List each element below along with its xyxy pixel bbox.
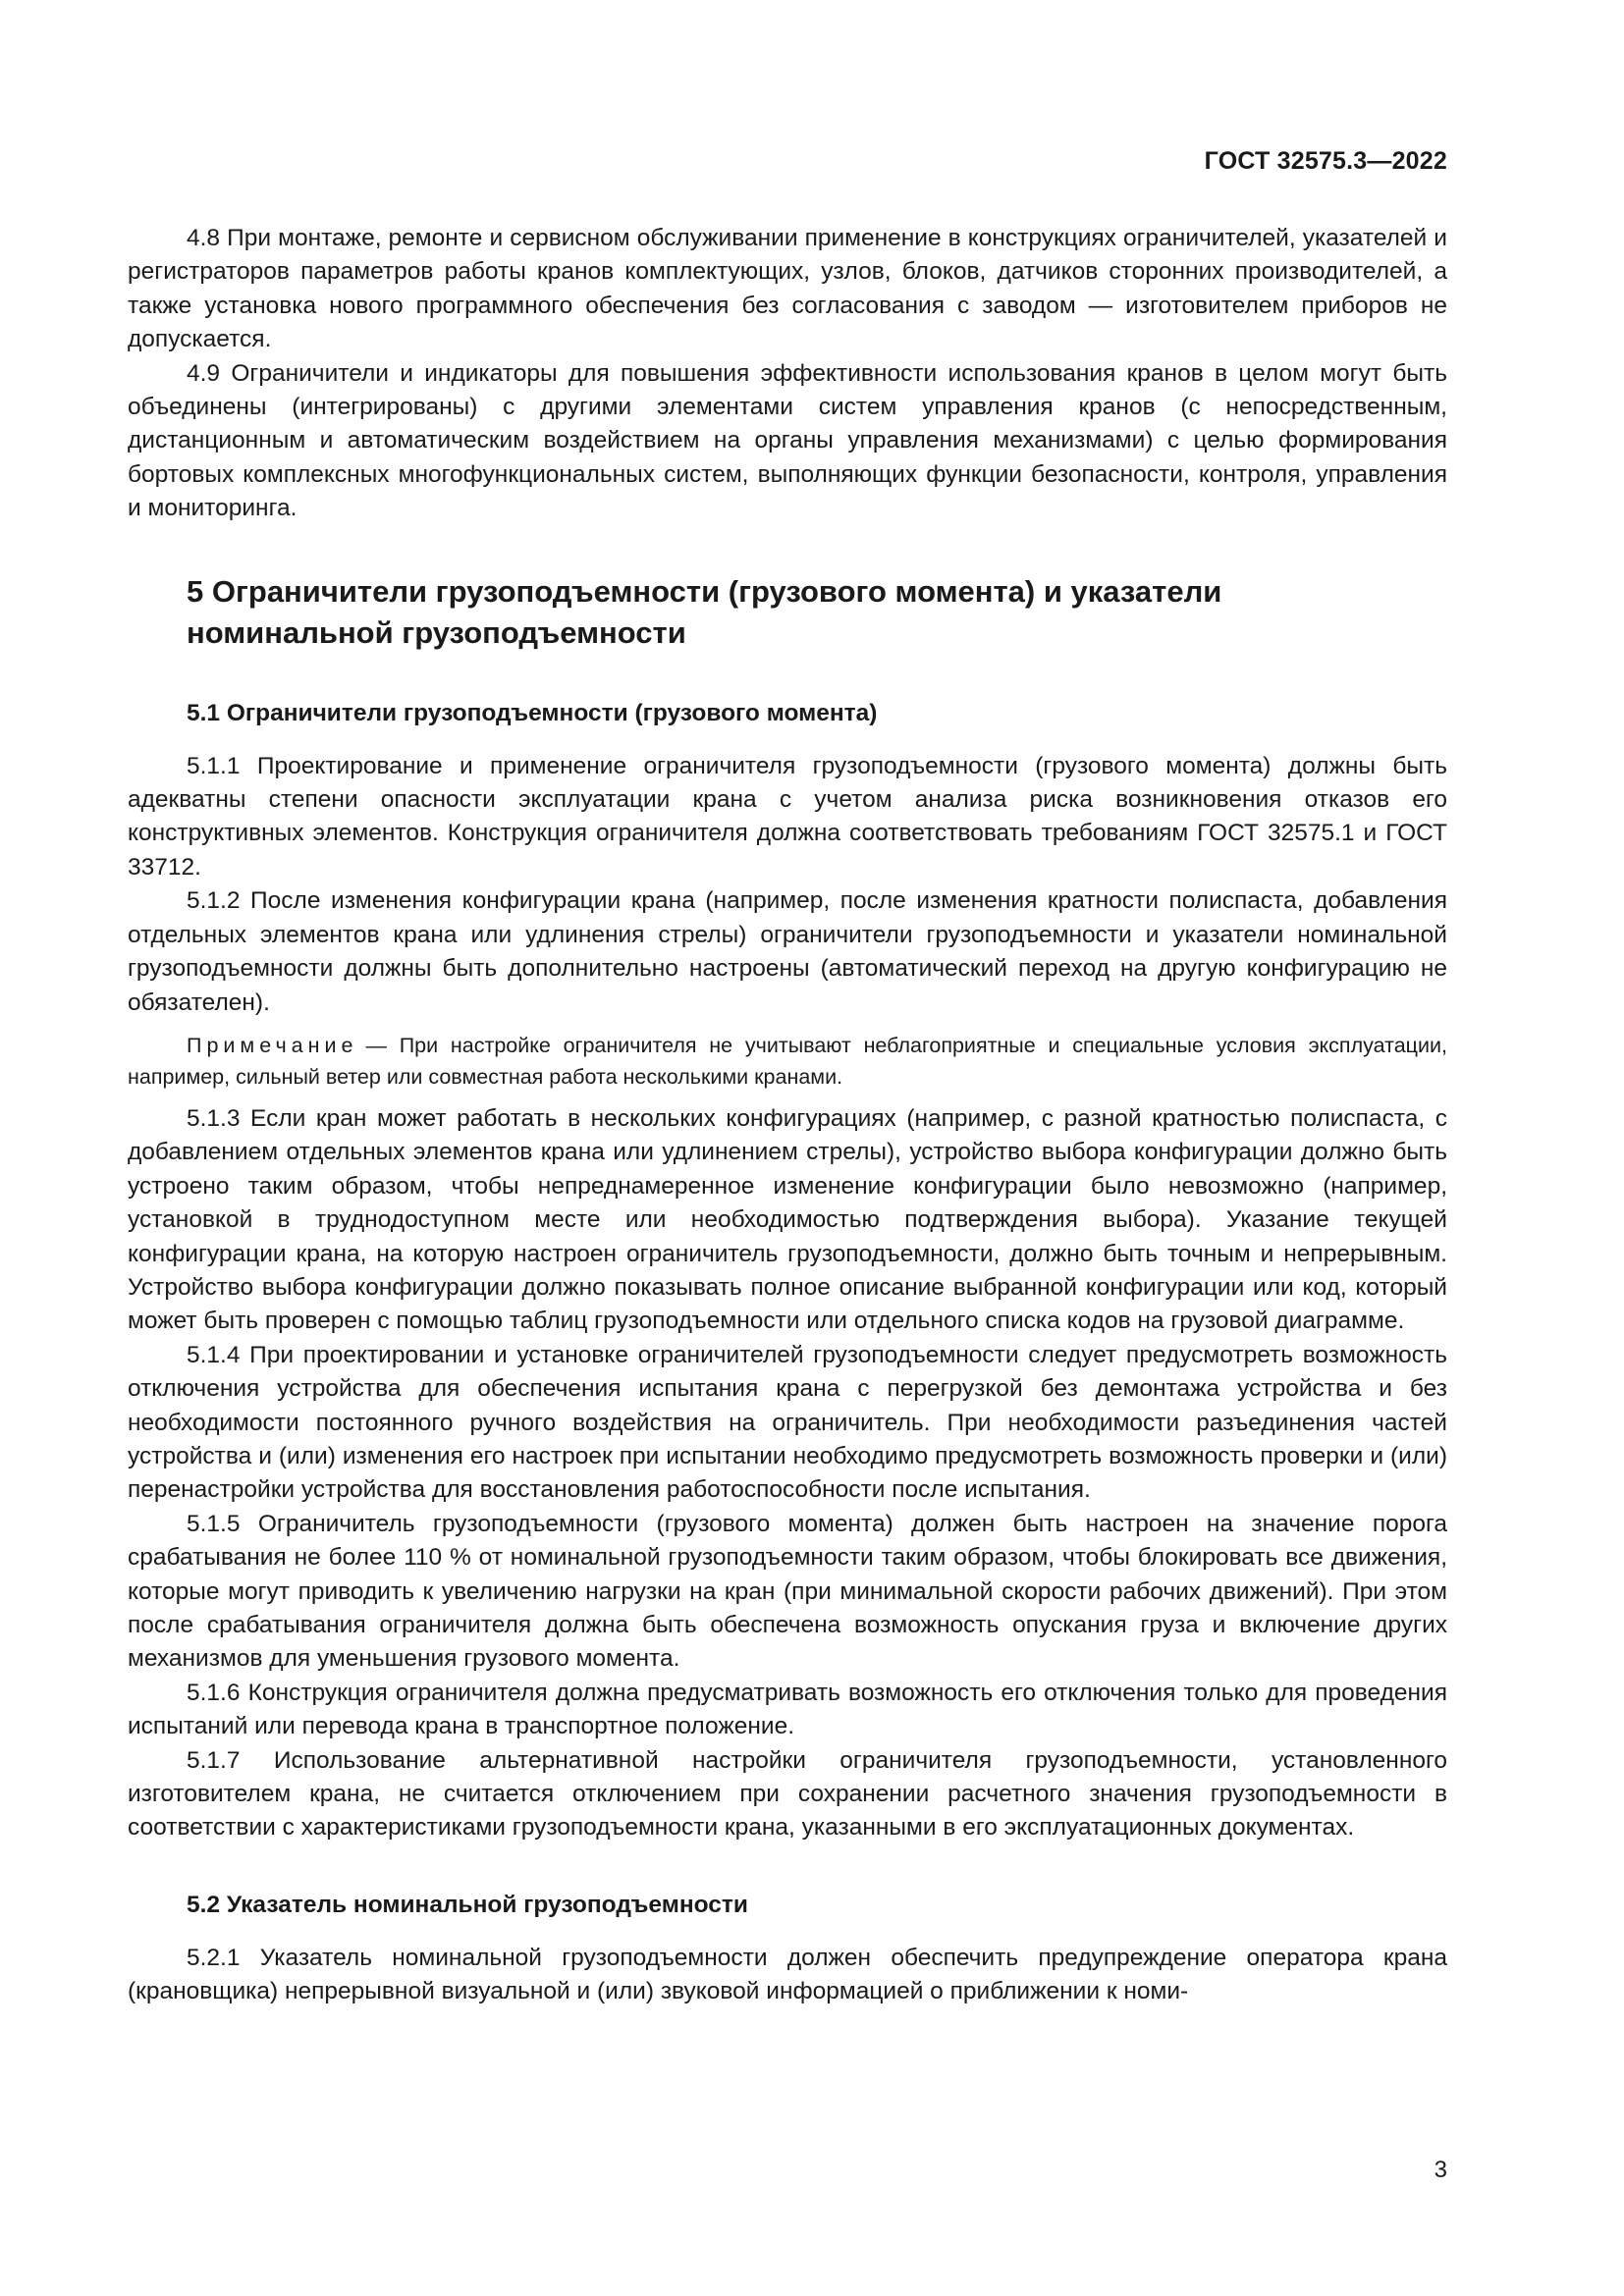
- page-number: 3: [1434, 2157, 1447, 2183]
- paragraph-5-1-3: 5.1.3 Если кран может работать в нескольких конфигурациях (например, с разной кратностью полиспаста, с добавлением отдельных элементов крана или удлинением стрелы), устройство выбора конфигурации должно быть устроено таким образом, чтобы непреднамеренное изменение конфигурации было невозможно (например, установкой в труднодоступном месте или необходимостью подтверждения выбора). Указание текущей конфигурации крана, на которую настроен ограничитель грузоподъемности, должно быть точным и непрерывным. Устройство выбора конфигурации должно показывать полное описание выбранной конфигурации или код, который может быть проверен с помощью таблиц грузоподъемности или отдельного списка кодов на грузовой диаграмме.: [128, 1104, 1447, 1335]
- paragraph-4-8: 4.8 При монтаже, ремонте и сервисном обслуживании применение в конструкциях ограничителей, указателей и регистраторов параметров работы кранов комплектующих, узлов, блоков, датчиков сторонних производителей, а также установка нового программного обеспечения без согласования с заводом — изготовителем приборов не допускается.: [128, 225, 1447, 353]
- document-body: [128, 222, 1447, 2009]
- paragraph-4-9: 4.9 Ограничители и индикаторы для повышения эффективности использования кранов в целом могут быть объединены (интегрированы) с другими элементами систем управления кранов (с непосредственным, дистанционным и автоматическим воздействием на органы управления механизмами) с целью формирования бортовых комплексных многофункциональных систем, выполняющих функции безопасности, контроля, управления и мониторинга.: [128, 359, 1447, 522]
- subsection-5-1-heading: 5.1 Ограничители грузоподъемности (грузового момента): [187, 699, 878, 726]
- note-label: Примечание: [187, 1033, 358, 1057]
- section-5-heading-line-2: номинальной грузоподъемности: [187, 614, 686, 650]
- subsection-5-2-heading: 5.2 Указатель номинальной грузоподъемности: [187, 1891, 748, 1918]
- section-5-heading: [128, 571, 1447, 654]
- paragraph-5-1-4: 5.1.4 При проектировании и установке ограничителей грузоподъемности следует предусмотреть возможность отключения устройства для обеспечения испытания крана с перегрузкой без демонтажа устройства и без необходимости постоянного ручного воздействия на ограничитель. При необходимости разъединения частей устройства и (или) изменения его настроек при испытании необходимо предусмотреть возможность проверки и (или) перенастройки устройства для восстановления работоспособности после испытания.: [128, 1341, 1447, 1504]
- paragraph-5-2-1: 5.2.1 Указатель номинальной грузоподъемности должен обеспечить предупреждение оператора крана (крановщика) непрерывной визуальной и (или) звуковой информацией о приближении к номи-: [128, 1944, 1447, 2005]
- document-code: ГОСТ 32575.3—2022: [1204, 147, 1447, 175]
- section-5-heading-line-1: 5 Ограничители грузоподъемности (грузового момента) и указатели: [187, 573, 1222, 609]
- paragraph-5-1-1: 5.1.1 Проектирование и применение ограничителя грузоподъемности (грузового момента) должны быть адекватны степени опасности эксплуатации крана с учетом анализа риска возникновения отказов его конструктивных элементов. Конструкция ограничителя должна соответствовать требованиям ГОСТ 32575.1 и ГОСТ 33712.: [128, 752, 1447, 881]
- paragraph-5-1-6: 5.1.6 Конструкция ограничителя должна предусматривать возможность его отключения только для проведения испытаний или перевода крана в транспортное положение.: [128, 1679, 1447, 1740]
- paragraph-5-1-5: 5.1.5 Ограничитель грузоподъемности (грузового момента) должен быть настроен на значение порога срабатывания не более 110 % от номинальной грузоподъемности таким образом, чтобы блокировать все движения, которые могут приводить к увеличению нагрузки на кран (при минимальной скорости рабочих движений). При этом после срабатывания ограничителя должна быть обеспечена возможность опускания груза и включение других механизмов для уменьшения грузового момента.: [128, 1510, 1447, 1673]
- paragraph-5-1-2: 5.1.2 После изменения конфигурации крана (например, после изменения кратности полиспаста, добавления отдельных элементов крана или удлинения стрелы) ограничители грузоподъемности и указатели номинальной грузоподъемности должны быть дополнительно настроены (автоматический переход на другую конфигурацию не обязателен).: [128, 887, 1447, 1016]
- note: [128, 1030, 1447, 1093]
- note-text: — При настройке ограничителя не учитывают неблагоприятные и специальные условия эксплуатации, например, сильный ветер или совместная работа несколькими кранами.: [128, 1033, 1447, 1089]
- paragraph-5-1-7: 5.1.7 Использование альтернативной настройки ограничителя грузоподъемности, установленного изготовителем крана, не считается отключением при сохранении расчетного значения грузоподъемности в соответствии с характеристиками грузоподъемности крана, указанными в его эксплуатационных документах.: [128, 1746, 1447, 1842]
